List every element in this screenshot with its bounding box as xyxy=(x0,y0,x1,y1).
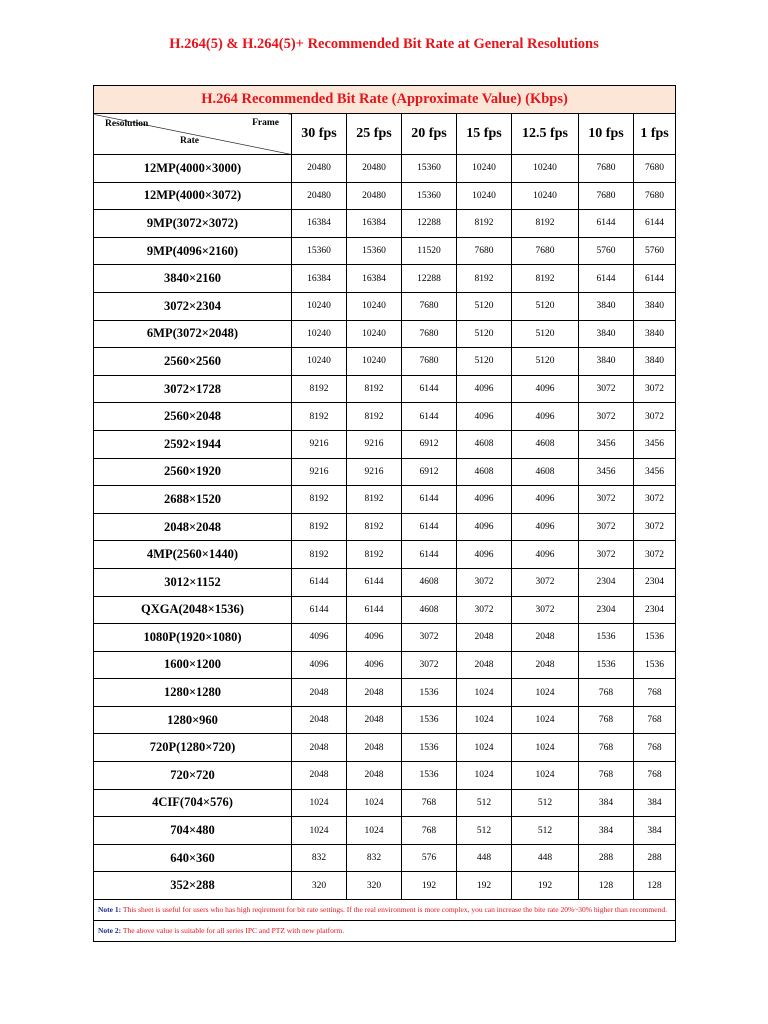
bitrate-cell: 4096 xyxy=(512,486,579,514)
table-row xyxy=(94,430,676,458)
bitrate-cell: 128 xyxy=(634,872,676,900)
bitrate-cell: 4096 xyxy=(347,651,402,679)
table-row xyxy=(94,292,676,320)
note-row xyxy=(94,900,676,921)
bitrate-cell: 1536 xyxy=(402,706,457,734)
bitrate-cell: 9216 xyxy=(292,430,347,458)
bitrate-cell: 1536 xyxy=(579,651,634,679)
bitrate-cell: 8192 xyxy=(347,403,402,431)
bitrate-cell: 3456 xyxy=(579,458,634,486)
table-row xyxy=(94,210,676,238)
resolution-cell: 3840×2160 xyxy=(94,265,292,293)
bitrate-cell: 8192 xyxy=(347,513,402,541)
bitrate-cell: 6144 xyxy=(347,568,402,596)
bitrate-cell: 3072 xyxy=(579,541,634,569)
resolution-cell: 4CIF(704×576) xyxy=(94,789,292,817)
bitrate-cell: 8192 xyxy=(347,375,402,403)
bitrate-cell: 5120 xyxy=(457,320,512,348)
resolution-cell: 3072×1728 xyxy=(94,375,292,403)
table-row xyxy=(94,651,676,679)
bitrate-cell: 9216 xyxy=(292,458,347,486)
bitrate-cell: 7680 xyxy=(579,182,634,210)
bitrate-cell: 512 xyxy=(512,789,579,817)
bitrate-cell: 1024 xyxy=(292,817,347,845)
bitrate-cell: 768 xyxy=(579,706,634,734)
bitrate-cell: 3072 xyxy=(579,403,634,431)
bitrate-cell: 4096 xyxy=(347,624,402,652)
bitrate-cell: 1024 xyxy=(512,706,579,734)
bitrate-cell: 192 xyxy=(402,872,457,900)
bitrate-cell: 3072 xyxy=(634,513,676,541)
bitrate-cell: 3456 xyxy=(634,458,676,486)
bitrate-cell: 576 xyxy=(402,844,457,872)
bitrate-cell: 20480 xyxy=(347,155,402,183)
bitrate-cell: 3456 xyxy=(634,430,676,458)
bitrate-cell: 7680 xyxy=(402,348,457,376)
bitrate-cell: 1024 xyxy=(512,734,579,762)
bitrate-cell: 1024 xyxy=(292,789,347,817)
bitrate-cell: 4096 xyxy=(512,541,579,569)
bitrate-cell: 20480 xyxy=(347,182,402,210)
resolution-cell: 1600×1200 xyxy=(94,651,292,679)
bitrate-cell: 8192 xyxy=(457,265,512,293)
bitrate-cell: 1024 xyxy=(512,679,579,707)
bitrate-cell: 15360 xyxy=(292,237,347,265)
bitrate-cell: 4096 xyxy=(292,624,347,652)
note-cell xyxy=(94,921,676,942)
bitrate-cell: 5760 xyxy=(634,237,676,265)
bitrate-cell: 192 xyxy=(512,872,579,900)
bitrate-cell: 1536 xyxy=(634,651,676,679)
bitrate-cell: 5120 xyxy=(457,292,512,320)
note-row xyxy=(94,921,676,942)
resolution-cell: 2592×1944 xyxy=(94,430,292,458)
bitrate-cell: 8192 xyxy=(292,375,347,403)
table-row xyxy=(94,458,676,486)
bitrate-cell: 6144 xyxy=(292,568,347,596)
bitrate-cell: 2304 xyxy=(634,596,676,624)
bitrate-cell: 4096 xyxy=(457,513,512,541)
bitrate-cell: 768 xyxy=(579,679,634,707)
bitrate-cell: 4096 xyxy=(292,651,347,679)
bitrate-cell: 4096 xyxy=(457,486,512,514)
bitrate-cell: 4096 xyxy=(457,375,512,403)
bitrate-cell: 15360 xyxy=(402,155,457,183)
bitrate-cell: 3072 xyxy=(579,375,634,403)
table-row xyxy=(94,513,676,541)
bitrate-cell: 10240 xyxy=(292,320,347,348)
bitrate-cell: 2048 xyxy=(457,624,512,652)
bitrate-cell: 6144 xyxy=(402,403,457,431)
bitrate-cell: 1024 xyxy=(457,762,512,790)
resolution-cell: 9MP(4096×2160) xyxy=(94,237,292,265)
bitrate-cell: 1024 xyxy=(347,789,402,817)
table-row xyxy=(94,706,676,734)
bitrate-cell: 6144 xyxy=(579,210,634,238)
bitrate-cell: 448 xyxy=(457,844,512,872)
bitrate-cell: 4608 xyxy=(512,458,579,486)
bitrate-cell: 7680 xyxy=(634,155,676,183)
note-label: Note 2: xyxy=(98,926,122,936)
bitrate-cell: 16384 xyxy=(292,265,347,293)
resolution-cell: 720×720 xyxy=(94,762,292,790)
bitrate-cell: 2048 xyxy=(512,624,579,652)
bitrate-cell: 1536 xyxy=(634,624,676,652)
bitrate-cell: 3072 xyxy=(512,568,579,596)
table-row xyxy=(94,237,676,265)
table-row xyxy=(94,844,676,872)
table-row xyxy=(94,155,676,183)
bitrate-cell: 8192 xyxy=(292,486,347,514)
bitrate-cell: 6912 xyxy=(402,458,457,486)
bitrate-cell: 384 xyxy=(634,789,676,817)
bitrate-table xyxy=(93,85,676,942)
bitrate-cell: 5120 xyxy=(512,292,579,320)
bitrate-cell: 8192 xyxy=(292,513,347,541)
bitrate-cell: 4096 xyxy=(512,403,579,431)
bitrate-cell: 2048 xyxy=(347,734,402,762)
table-row xyxy=(94,265,676,293)
resolution-cell: 6MP(3072×2048) xyxy=(94,320,292,348)
resolution-cell: 640×360 xyxy=(94,844,292,872)
bitrate-cell: 384 xyxy=(579,789,634,817)
bitrate-cell: 320 xyxy=(347,872,402,900)
bitrate-cell: 128 xyxy=(579,872,634,900)
bitrate-cell: 512 xyxy=(457,789,512,817)
bitrate-cell: 3840 xyxy=(634,348,676,376)
bitrate-cell: 4096 xyxy=(457,403,512,431)
bitrate-cell: 3072 xyxy=(634,541,676,569)
bitrate-cell: 10240 xyxy=(457,182,512,210)
bitrate-cell: 2048 xyxy=(292,679,347,707)
resolution-cell: QXGA(2048×1536) xyxy=(94,596,292,624)
bitrate-cell: 2048 xyxy=(347,679,402,707)
corner-header xyxy=(94,114,292,155)
bitrate-cell: 3072 xyxy=(579,486,634,514)
resolution-cell: 12MP(4000×3072) xyxy=(94,182,292,210)
fps-header: 12.5 fps xyxy=(512,114,579,155)
bitrate-cell: 384 xyxy=(634,817,676,845)
bitrate-cell: 3072 xyxy=(634,486,676,514)
note-text: The above value is suitable for all series IPC and PTZ with new platform. xyxy=(122,926,345,936)
bitrate-cell: 320 xyxy=(292,872,347,900)
bitrate-cell: 8192 xyxy=(347,541,402,569)
corner-label-resolution: Resolution xyxy=(105,119,149,129)
bitrate-cell: 1024 xyxy=(512,762,579,790)
bitrate-cell: 1024 xyxy=(457,706,512,734)
table-band-title: H.264 Recommended Bit Rate (Approximate Value) (Kbps) xyxy=(94,86,676,114)
bitrate-cell: 7680 xyxy=(579,155,634,183)
bitrate-cell: 10240 xyxy=(347,292,402,320)
bitrate-cell: 3072 xyxy=(512,596,579,624)
bitrate-cell: 9216 xyxy=(347,458,402,486)
bitrate-cell: 4096 xyxy=(512,375,579,403)
bitrate-cell: 192 xyxy=(457,872,512,900)
bitrate-cell: 3456 xyxy=(579,430,634,458)
bitrate-cell: 3072 xyxy=(402,624,457,652)
bitrate-cell: 2048 xyxy=(292,762,347,790)
bitrate-cell: 832 xyxy=(292,844,347,872)
bitrate-cell: 4608 xyxy=(512,430,579,458)
table-row xyxy=(94,348,676,376)
bitrate-cell: 2048 xyxy=(512,651,579,679)
bitrate-cell: 11520 xyxy=(402,237,457,265)
bitrate-cell: 768 xyxy=(402,817,457,845)
bitrate-cell: 4608 xyxy=(402,596,457,624)
bitrate-cell: 768 xyxy=(402,789,457,817)
bitrate-cell: 4096 xyxy=(512,513,579,541)
bitrate-cell: 512 xyxy=(457,817,512,845)
bitrate-cell: 12288 xyxy=(402,210,457,238)
corner-label-frame: Frame xyxy=(252,118,279,128)
bitrate-cell: 6144 xyxy=(402,541,457,569)
bitrate-cell: 2048 xyxy=(292,706,347,734)
bitrate-cell: 384 xyxy=(579,817,634,845)
bitrate-cell: 6912 xyxy=(402,430,457,458)
fps-header: 15 fps xyxy=(457,114,512,155)
table-row xyxy=(94,568,676,596)
bitrate-cell: 288 xyxy=(634,844,676,872)
fps-header: 25 fps xyxy=(347,114,402,155)
corner-label-rate: Rate xyxy=(180,136,199,146)
bitrate-cell: 1536 xyxy=(402,762,457,790)
bitrate-cell: 3072 xyxy=(579,513,634,541)
table-row xyxy=(94,872,676,900)
resolution-cell: 2560×1920 xyxy=(94,458,292,486)
bitrate-cell: 5120 xyxy=(512,348,579,376)
bitrate-cell: 2304 xyxy=(579,596,634,624)
bitrate-cell: 4608 xyxy=(457,458,512,486)
table-row xyxy=(94,596,676,624)
resolution-cell: 4MP(2560×1440) xyxy=(94,541,292,569)
bitrate-cell: 4608 xyxy=(402,568,457,596)
bitrate-cell: 768 xyxy=(579,734,634,762)
bitrate-cell: 5120 xyxy=(457,348,512,376)
bitrate-cell: 2304 xyxy=(579,568,634,596)
resolution-cell: 1080P(1920×1080) xyxy=(94,624,292,652)
resolution-cell: 3072×2304 xyxy=(94,292,292,320)
note-text: This sheet is useful for users who has high reqirement for bit rate settings. If the real environment is more complex, you can increase the bite rate 20%~30% higher than recommend. xyxy=(122,905,667,915)
bitrate-cell: 2048 xyxy=(457,651,512,679)
bitrate-cell: 768 xyxy=(579,762,634,790)
bitrate-cell: 5760 xyxy=(579,237,634,265)
bitrate-cell: 3840 xyxy=(634,292,676,320)
bitrate-cell: 3840 xyxy=(579,348,634,376)
resolution-cell: 3012×1152 xyxy=(94,568,292,596)
bitrate-cell: 10240 xyxy=(512,155,579,183)
fps-header: 20 fps xyxy=(402,114,457,155)
bitrate-cell: 10240 xyxy=(292,292,347,320)
bitrate-cell: 1024 xyxy=(457,734,512,762)
resolution-cell: 12MP(4000×3000) xyxy=(94,155,292,183)
bitrate-cell: 8192 xyxy=(457,210,512,238)
table-row xyxy=(94,541,676,569)
bitrate-cell: 9216 xyxy=(347,430,402,458)
bitrate-cell: 10240 xyxy=(457,155,512,183)
bitrate-cell: 2048 xyxy=(347,762,402,790)
bitrate-cell: 8192 xyxy=(292,403,347,431)
fps-header: 10 fps xyxy=(579,114,634,155)
table-row xyxy=(94,486,676,514)
table-row xyxy=(94,403,676,431)
bitrate-cell: 7680 xyxy=(457,237,512,265)
bitrate-cell: 1536 xyxy=(402,679,457,707)
bitrate-cell: 6144 xyxy=(402,513,457,541)
bitrate-cell: 768 xyxy=(634,734,676,762)
fps-header: 30 fps xyxy=(292,114,347,155)
bitrate-cell: 6144 xyxy=(347,596,402,624)
bitrate-cell: 6144 xyxy=(402,486,457,514)
bitrate-cell: 1536 xyxy=(579,624,634,652)
page-title: H.264(5) & H.264(5)+ Recommended Bit Rate at General Resolutions xyxy=(169,36,599,52)
resolution-cell: 720P(1280×720) xyxy=(94,734,292,762)
bitrate-cell: 768 xyxy=(634,706,676,734)
bitrate-cell: 2304 xyxy=(634,568,676,596)
table-row xyxy=(94,375,676,403)
bitrate-cell: 8192 xyxy=(512,210,579,238)
bitrate-cell: 3072 xyxy=(402,651,457,679)
bitrate-cell: 3840 xyxy=(579,320,634,348)
fps-header: 1 fps xyxy=(634,114,676,155)
table-row xyxy=(94,734,676,762)
note-cell xyxy=(94,900,676,921)
table-row xyxy=(94,679,676,707)
bitrate-cell: 768 xyxy=(634,762,676,790)
table-row xyxy=(94,762,676,790)
table-row xyxy=(94,182,676,210)
bitrate-cell: 6144 xyxy=(402,375,457,403)
bitrate-cell: 1024 xyxy=(347,817,402,845)
bitrate-cell: 2048 xyxy=(347,706,402,734)
table-row xyxy=(94,789,676,817)
resolution-cell: 9MP(3072×3072) xyxy=(94,210,292,238)
bitrate-cell: 12288 xyxy=(402,265,457,293)
bitrate-cell: 10240 xyxy=(347,320,402,348)
bitrate-cell: 10240 xyxy=(292,348,347,376)
bitrate-cell: 16384 xyxy=(347,265,402,293)
note-label: Note 1: xyxy=(98,905,122,915)
bitrate-cell: 8192 xyxy=(347,486,402,514)
bitrate-cell: 7680 xyxy=(402,320,457,348)
resolution-cell: 704×480 xyxy=(94,817,292,845)
bitrate-cell: 3840 xyxy=(634,320,676,348)
bitrate-cell: 8192 xyxy=(512,265,579,293)
bitrate-cell: 3840 xyxy=(579,292,634,320)
resolution-cell: 1280×960 xyxy=(94,706,292,734)
bitrate-cell: 6144 xyxy=(292,596,347,624)
table-row xyxy=(94,624,676,652)
bitrate-cell: 3072 xyxy=(457,596,512,624)
bitrate-cell: 4608 xyxy=(457,430,512,458)
bitrate-cell: 2048 xyxy=(292,734,347,762)
bitrate-cell: 7680 xyxy=(512,237,579,265)
resolution-cell: 2560×2048 xyxy=(94,403,292,431)
bitrate-cell: 6144 xyxy=(634,265,676,293)
bitrate-cell: 448 xyxy=(512,844,579,872)
bitrate-cell: 7680 xyxy=(634,182,676,210)
bitrate-cell: 15360 xyxy=(402,182,457,210)
table-row xyxy=(94,817,676,845)
bitrate-cell: 512 xyxy=(512,817,579,845)
resolution-cell: 2688×1520 xyxy=(94,486,292,514)
bitrate-cell: 15360 xyxy=(347,237,402,265)
bitrate-cell: 16384 xyxy=(347,210,402,238)
bitrate-cell: 832 xyxy=(347,844,402,872)
bitrate-cell: 288 xyxy=(579,844,634,872)
resolution-cell: 352×288 xyxy=(94,872,292,900)
bitrate-cell: 6144 xyxy=(634,210,676,238)
bitrate-cell: 3072 xyxy=(634,403,676,431)
bitrate-cell: 7680 xyxy=(402,292,457,320)
resolution-cell: 2560×2560 xyxy=(94,348,292,376)
bitrate-cell: 3072 xyxy=(457,568,512,596)
bitrate-cell: 16384 xyxy=(292,210,347,238)
bitrate-cell: 10240 xyxy=(347,348,402,376)
bitrate-cell: 4096 xyxy=(457,541,512,569)
bitrate-cell: 5120 xyxy=(512,320,579,348)
bitrate-cell: 1024 xyxy=(457,679,512,707)
bitrate-cell: 1536 xyxy=(402,734,457,762)
bitrate-cell: 20480 xyxy=(292,155,347,183)
resolution-cell: 1280×1280 xyxy=(94,679,292,707)
bitrate-cell: 8192 xyxy=(292,541,347,569)
bitrate-cell: 3072 xyxy=(634,375,676,403)
bitrate-cell: 20480 xyxy=(292,182,347,210)
bitrate-cell: 768 xyxy=(634,679,676,707)
bitrate-cell: 10240 xyxy=(512,182,579,210)
bitrate-cell: 6144 xyxy=(579,265,634,293)
table-row xyxy=(94,320,676,348)
resolution-cell: 2048×2048 xyxy=(94,513,292,541)
